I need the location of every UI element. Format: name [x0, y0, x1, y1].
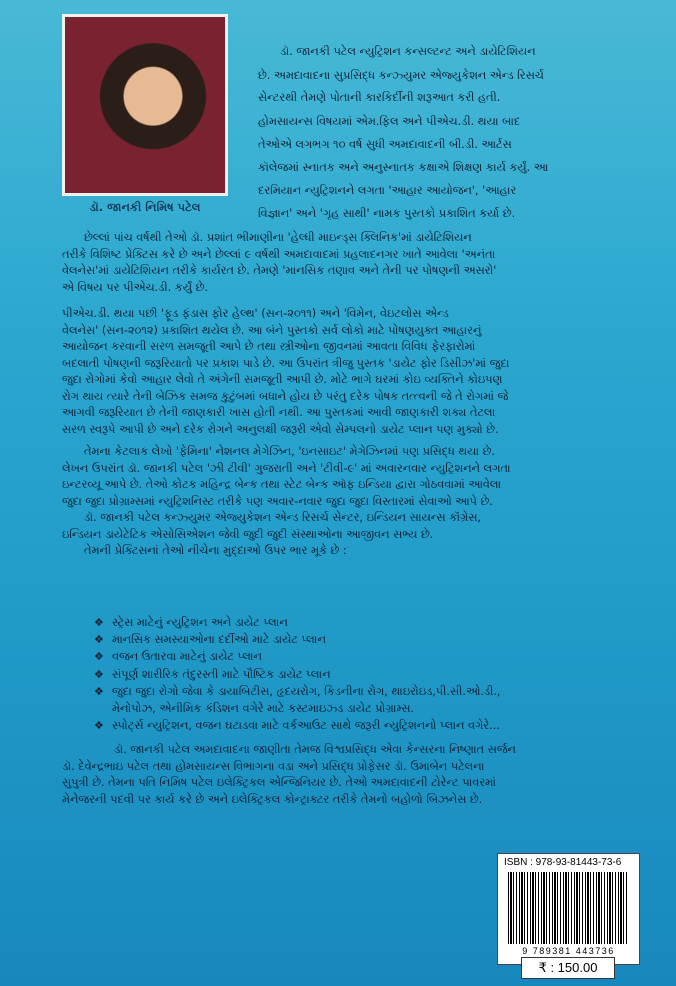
text-line: વેલનેસ' (સન-૨૦૧૨) પ્રકાશિત થયેલ છે. આ બંને પુસ્તકો સર્વ લોકો માટે પોષણયુક્ત આહારનું [62, 323, 482, 337]
list-item-text: સ્ટ્રેસ માટેનું ન્યુટ્રિશન અને ડાયેટ પ્લાન [112, 616, 288, 629]
diamond-bullet-icon: ❖ [94, 684, 104, 698]
text-line: બદલાતી પોષણની જરૂરિયાતો પર પ્રકાશ પાડે છે. આ ઉપરાંત ત્રીજુ પુસ્તક 'ડાયેટ ફોર ડિસીઝ'માં જુદા [62, 356, 510, 370]
list-item [94, 648, 634, 665]
diamond-bullet-icon: ❖ [94, 667, 104, 681]
text-line: તરીકે વિશિષ્ટ પ્રેક્ટિસ કરે છે અને છેલ્લાં ૯ વર્ષથી અમદાવાદમાં પ્રહલાદનગર ખાતે આવેલા 'અનંતા [62, 247, 496, 261]
list-item [94, 700, 634, 717]
intro-line: સેન્ટરથી તેમણે પોતાની કારકિર્દીની શરૂઆત કરી હતી. [258, 91, 501, 104]
isbn-label: ISBN : 978-93-81443-73-6 [504, 857, 622, 868]
barcode-icon [508, 872, 628, 944]
list-item-text: માનસિક સમસ્યાઓના દર્દીઓ માટે ડાયેટ પ્લાન [112, 633, 326, 647]
text-line: જુદા જુદા પ્રોગ્રામ્સમાં ન્યુટ્રિશનિસ્ટ તરીકે પણ અવાર-નવાર જુદા જુદા વિસ્તારમાં સેવાઓ આપે છે. [62, 494, 493, 508]
text-line: એ વિષય પર પીએચ.ડી. કર્યું છે. [62, 280, 208, 294]
text-line: આયોજન કરવાની સરળ સમજૂતી આપે છે તથા સ્ત્રીઓના જીવનમાં આવતા વિવિધ ફેરફારોમાં [62, 340, 476, 353]
list-item-text: સ્પોર્ટ્સ ન્યુટ્રિશન, વજન ઘટાડવા માટે વર્કઆઉટ સાથે જરૂરી ન્યુટ્રિશનનો પ્લાન વગેરે... [112, 719, 500, 733]
list-item-text: જુદા જુદા રોગો જેવા કે ડાયાબિટીસ, હૃદયરોગ, કિડનીના રોગ, થાઇરોઇડ,પી.સી.ઓ.ડી., [112, 684, 501, 698]
list-item-text: સંપૂર્ણ શારીરિક તંદુરસ્તી માટે પૌષ્ટિક ડાયેટ પ્લાન [112, 667, 331, 681]
list-item [94, 683, 634, 700]
text-line: તેમની પ્રેક્ટિસનાં તેઓ નીચેના મુદ્દાઓ ઉપર ભાર મૂકે છે : [84, 544, 347, 557]
photo-caption: ડૉ. જાનકી નિમિષ પટેલ [89, 200, 201, 214]
text-line: ઇન્ડિયન ડાયેટેટિક એસોસિએશન જેવી જુદી જુદી સંસ્થાઓના આજીવન સભ્ય છે. [62, 527, 434, 541]
text-line: ડૉ. દેવેન્દ્રભાઇ પટેલ તથા હોમસાયન્સ વિભાગના વડા અને પ્રસિદ્ધ પ્રોફેસર ડૉ. ઉમાબેન પટેલના [62, 759, 485, 773]
author-photo [62, 14, 228, 196]
barcode-digits: 9 789381 443736 [522, 946, 615, 956]
diamond-bullet-icon: ❖ [94, 719, 104, 733]
text-line: જુદા રોગોમાં કેવો આહાર લેવો તે અંગેની સમજૂતી આપી છે. મોટે ભાગે ઘરમાં કોઇ વ્યક્તિને કોઇપણ [62, 373, 503, 386]
paragraph-family [62, 742, 652, 808]
text-line: ઇન્ટરવ્યૂ આપે છે. તેઓ કોટક મહિન્દ્ર બેન્ક તથા સ્ટેટ બેન્ક ઑફ ઇન્ડિયા દ્વારા ગોઠવવામાં આવેલા [62, 478, 502, 491]
intro-line: છે. અમદાવાદના સુપ્રસિદ્ધ કન્ઝ્યુમર એજ્યુકેશન એન્ડ રિસર્ચ [258, 69, 544, 82]
text-line: પીએચ.ડી. થયા પછી 'ફૂડ ફંડાસ ફોર હેલ્થ' (સન-૨૦૧૧) અને 'વિમેન, વેઇટલોસ એન્ડ [62, 307, 449, 320]
text-line: મેનેજરની પદવી પર કાર્ય કરે છે અને ઇલેક્ટ્રિકલ કોન્ટ્રાક્ટર તરીકે તેમનો બહોળો બિઝનેસ છે. [62, 792, 483, 806]
intro-line: કૉલેજમાં સ્નાતક અને અનુસ્નાતક કક્ષાએ શિક્ષણ કાર્ય કર્યું. આ [258, 161, 549, 174]
list-item-text: મેનોપોઝ, એનીમિક કંડિશન વગેરે માટે કસ્ટમાઇઝ્ડ ડાયેટ પ્રોગ્રામ્સ. [112, 702, 414, 716]
text-line: તેમના કેટલાક લેખો 'ફેમિના' નેશનલ મેગેઝિન, 'ઇનસાઇટ' મેગેઝિનમાં પણ પ્રસિદ્ધ થયા છે. [84, 445, 495, 458]
isbn-barcode [497, 853, 640, 965]
list-item [94, 717, 634, 734]
practice-focus-list [94, 614, 634, 734]
diamond-bullet-icon: ❖ [94, 650, 104, 664]
intro-line: દરમિયાન ન્યુટ્રિશનને લગતા 'આહાર આયોજન', 'આહાર [258, 184, 517, 197]
text-line: વેલનેસ'માં ડાયેટિશિયન તરીકે કાર્યરત છે. તેમણે 'માનસિક તણાવ અને તેની પર પોષણની અસરો' [62, 264, 497, 277]
text-line: ડૉ. જાનકી પટેલ અમદાવાદના જાણીતા તેમજ વિશ્વપ્રસિદ્ધ એવા કેન્સરના નિષ્ણાત સર્જન [114, 743, 516, 756]
text-line: આગવી જરૂરિયાત છે તેની જાણકારી ખાસ હોતી નથી. આ પુસ્તકમાં આવી જાણકારી શક્ય તેટલા [62, 406, 496, 419]
intro-line: ડૉ. જાનકી પટેલ ન્યુટ્રિશન કન્સલ્ટન્ટ અને ડાયેટિશિયન [280, 45, 536, 58]
text-line: છેલ્લાં પાંચ વર્ષથી તેઓ ડૉ. પ્રશાંત ભીમાણીના 'હેલ્ધી માઇન્ડ્સ ક્લિનિક'માં ડાયેટિશિયન [84, 231, 472, 244]
diamond-bullet-icon: ❖ [94, 616, 104, 629]
text-line: રોગ થાય ત્યારે તેની બેઝિક સમજ કુટુંબમાં બધાને હોય છે પરંતુ દરેક પોષક તત્ત્વની જે તે રોગમાં જે [62, 389, 509, 403]
intro-line: તેઓએ લગભગ ૧૦ વર્ષ સુધી અમદાવાદની બી.ડી. આર્ટસ [258, 138, 512, 151]
paragraph-practice [62, 230, 652, 296]
price-tag: ₹ : 150.00 [521, 957, 615, 979]
list-item [94, 631, 634, 648]
intro-line: વિજ્ઞાન' અને 'ગૃહ સાથી' નામક પુસ્તકો પ્રકાશિત કર્યા છે. [258, 207, 516, 220]
text-line: ડૉ. જાનકી પટેલ કન્ઝ્યુમર એજ્યુકેશન એન્ડ રિસર્ચ સેન્ટર, ઇન્ડિયન સાયન્સ કૉંગ્રેસ, [84, 511, 482, 524]
paragraph-articles [62, 444, 652, 560]
list-item [94, 614, 634, 631]
list-item [94, 666, 634, 683]
diamond-bullet-icon: ❖ [94, 633, 104, 647]
text-line: લેખન ઉપરાંત ડૉ. જાનકી પટેલ 'ઝી ટીવી' ગુજરાતી અને 'ટીવી-૯' માં અવારનવાર ન્યુટ્રિશનને લગતા [62, 461, 511, 475]
list-item-text: વજન ઉતારવા માટેનું ડાયેટ પ્લાન [112, 650, 262, 664]
intro-line: હોમસાયન્સ વિષયમાં એમ.ફિલ અને પીએચ.ડી. થયા બાદ [258, 115, 521, 128]
text-line: સુપુત્રી છે. તેમના પતિ નિમિષ પટેલ ઇલેક્ટ્રિકલ એન્જિનિયર છે. તેઓ અમદાવાદની ટોરેન્ટ પાવરમાં [62, 776, 496, 789]
text-line: સરળ સ્વરૂપે આપી છે અને દરેક રોગને અનુલક્ષી જરૂરી એવો સેમ્પલનો ડાયેટ પ્લાન પણ મુક્યો છે. [62, 422, 499, 436]
paragraph-books [62, 306, 652, 438]
